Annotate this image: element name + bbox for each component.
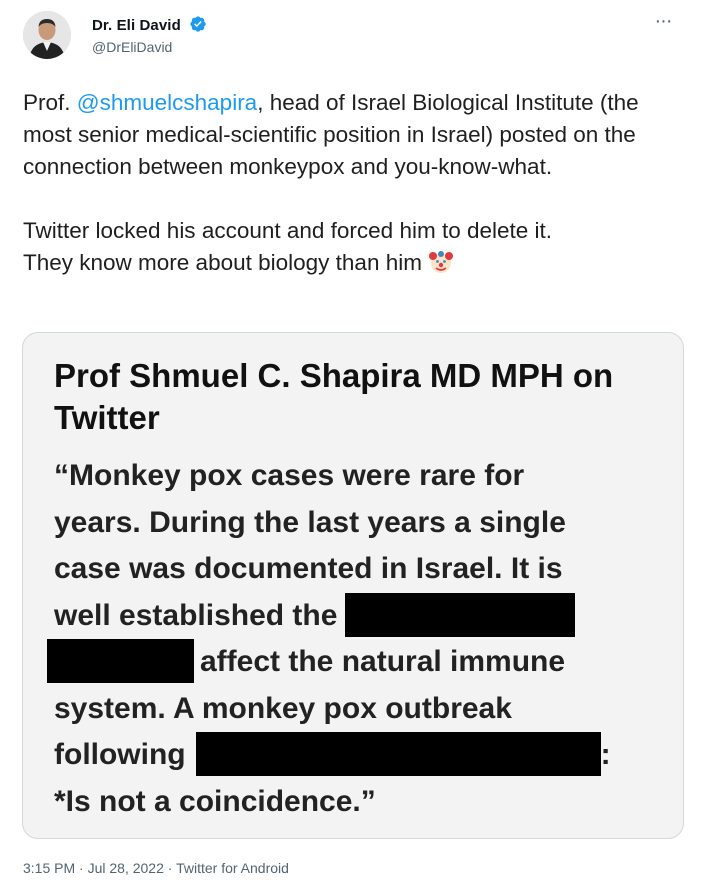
author-avatar[interactable] xyxy=(23,11,71,59)
tweet-metadata xyxy=(23,860,289,876)
quote-line: system. A monkey pox outbreak xyxy=(54,691,512,725)
card-quote xyxy=(54,453,654,825)
quote-line xyxy=(54,732,654,779)
embedded-screenshot-card[interactable] xyxy=(22,332,684,839)
quote-line: years. During the last years a single xyxy=(54,505,566,539)
quote-line xyxy=(54,593,654,640)
tweet-date[interactable]: Jul 28, 2022 xyxy=(87,860,164,876)
tweet-source[interactable]: Twitter for Android xyxy=(176,860,289,876)
quote-text: well established the xyxy=(54,598,338,632)
quote-line: “Monkey pox cases were rare for xyxy=(54,459,525,492)
clown-face-emoji-icon xyxy=(428,249,454,275)
more-options-button[interactable] xyxy=(649,10,677,34)
separator: · xyxy=(163,860,177,876)
card-title: Prof Shmuel C. Shapira MD MPH on Twitter xyxy=(54,357,614,436)
tweet-time[interactable]: 3:15 PM xyxy=(23,860,76,876)
avatar-photo xyxy=(23,11,71,59)
quote-line: case was documented in Israel. It is xyxy=(54,552,563,585)
tweet-paragraph-2 xyxy=(23,215,693,279)
verified-badge-icon xyxy=(189,15,207,33)
tweet-text xyxy=(23,87,693,279)
tweet-line: They know more about biology than him xyxy=(23,250,422,275)
tweet-line: Twitter locked his account and forced him to delete it. xyxy=(23,218,553,243)
tweet-text-prefix: Prof. xyxy=(23,90,77,115)
quote-text: : xyxy=(600,738,611,771)
more-horizontal-icon: ··· xyxy=(654,10,672,32)
author-display-name[interactable]: Dr. Eli David xyxy=(92,17,181,34)
redaction-bar xyxy=(345,593,575,637)
author-name[interactable] xyxy=(92,15,207,34)
redaction-bar xyxy=(47,639,194,683)
quote-line xyxy=(54,639,654,686)
author-handle[interactable]: @DrEliDavid xyxy=(92,39,173,55)
tweet-paragraph-1 xyxy=(23,87,693,183)
mention-link[interactable]: @shmuelcshapira xyxy=(76,90,258,115)
separator: · xyxy=(75,860,88,876)
quote-text: following xyxy=(54,738,186,771)
redaction-bar xyxy=(196,732,601,776)
quote-text: affect the natural immune xyxy=(200,645,566,678)
tweet-text-suffix: , head of Israel Biological Institute (the most senior medical-scientific position in Israel) posted on the connection between monkeypox and you-know-what. xyxy=(23,90,639,179)
quote-line: *Is not a coincidence.” xyxy=(54,784,376,818)
